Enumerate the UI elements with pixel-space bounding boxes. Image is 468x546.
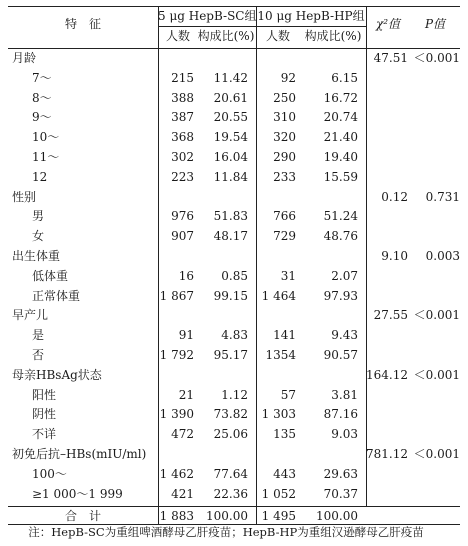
sc-count: 421	[171, 486, 194, 501]
row-label: 男	[32, 209, 45, 224]
category-row	[8, 50, 460, 68]
header-ratio-hp: 构成比(%)	[304, 29, 362, 43]
hp-ratio: 6.15	[331, 70, 358, 85]
table-top-rule	[8, 6, 460, 7]
sc-ratio: 77.64	[213, 466, 248, 481]
header-ratio-sc: 构成比(%)	[197, 29, 255, 43]
sc-ratio: 16.04	[213, 150, 248, 164]
row-label: 11～	[32, 150, 60, 164]
hp-count: 766	[273, 209, 296, 224]
row-label: 性别	[12, 189, 37, 204]
row-label: 月龄	[12, 51, 37, 65]
hp-count: 1 052	[261, 486, 296, 501]
row-label: 12	[32, 169, 48, 184]
sc-count: 976	[171, 209, 194, 224]
hp-ratio: 16.72	[323, 90, 358, 105]
row-label: 女	[32, 229, 45, 244]
hp-ratio: 70.37	[323, 486, 358, 501]
p-value: 0.003	[425, 249, 460, 263]
hp-count: 135	[273, 427, 296, 442]
header-count-hp: 人数	[265, 29, 290, 43]
p-value: ＜0.001	[413, 308, 460, 323]
sc-count: 368	[171, 130, 194, 145]
row-label: 9～	[32, 110, 52, 125]
sc-ratio: 25.06	[213, 427, 248, 442]
hp-ratio: 48.76	[323, 229, 358, 244]
table-row	[8, 406, 460, 424]
total-sc-count: 1 883	[159, 509, 194, 523]
row-label: 初免后抗–HBs(mIU/ml)	[12, 447, 147, 461]
sc-ratio: 73.82	[213, 407, 248, 422]
hp-ratio: 97.93	[323, 288, 358, 303]
sc-ratio: 0.85	[221, 268, 248, 283]
row-label: 8～	[32, 90, 52, 105]
hp-count: 92	[280, 70, 296, 85]
table-row	[8, 90, 460, 108]
chi-value: 27.55	[373, 308, 408, 323]
row-label: 阳性	[32, 387, 57, 402]
hp-ratio: 3.81	[331, 387, 358, 402]
sc-count: 1 867	[159, 288, 194, 303]
table-row	[8, 347, 460, 365]
header-feature: 特 征	[64, 17, 101, 31]
table-row	[8, 169, 460, 187]
sc-count: 302	[171, 150, 194, 164]
row-label: 不详	[32, 427, 57, 442]
row-label: 100～	[32, 466, 67, 481]
chi-value: 47.51	[373, 51, 408, 65]
hp-count: 1 303	[261, 407, 296, 422]
sc-ratio: 48.17	[213, 229, 248, 244]
hp-ratio: 51.24	[323, 209, 358, 224]
chi-value: 164.12	[366, 367, 408, 382]
table-row	[8, 327, 460, 345]
hp-count: 729	[273, 229, 296, 244]
sc-count: 1 390	[159, 407, 194, 422]
table-row	[8, 149, 460, 167]
sc-ratio: 99.15	[213, 288, 248, 303]
table-row	[8, 288, 460, 306]
category-row	[8, 446, 460, 464]
hp-ratio: 9.03	[331, 427, 358, 442]
p-value: 0.731	[425, 189, 460, 204]
header-group-hp: 10 μg HepB-HP组	[257, 9, 365, 23]
table-footnote: 注：HepB-SC为重组啤酒酵母乙肝疫苗；HepB-HP为重组汉逊酵母乙肝疫苗	[28, 525, 424, 539]
sc-ratio: 95.17	[213, 348, 248, 362]
total-rule	[8, 506, 460, 507]
row-label: 10～	[32, 130, 60, 145]
hp-count: 310	[273, 110, 296, 125]
header-subrule	[159, 26, 256, 27]
row-label: 母亲HBsAg状态	[12, 367, 102, 382]
sc-ratio: 11.84	[213, 169, 248, 184]
category-row	[8, 367, 460, 385]
sc-count: 388	[171, 90, 194, 105]
sc-ratio: 51.83	[213, 209, 248, 224]
total-sc-ratio: 100.00	[206, 509, 248, 523]
row-label: ≥1 000～1 999	[32, 486, 123, 501]
table-row	[8, 466, 460, 484]
sc-ratio: 4.83	[221, 328, 248, 343]
sc-count: 907	[171, 229, 194, 244]
hp-ratio: 2.07	[331, 268, 358, 283]
p-value: ＜0.001	[413, 367, 460, 382]
hp-count: 233	[273, 169, 296, 184]
hp-ratio: 21.40	[323, 130, 358, 145]
hp-count: 141	[273, 328, 296, 343]
header-count-sc: 人数	[165, 29, 190, 43]
header-chi: χ²值	[375, 17, 401, 31]
sc-count: 16	[178, 268, 194, 283]
hp-count: 31	[280, 268, 296, 283]
hp-count: 290	[273, 150, 296, 164]
sc-ratio: 1.12	[221, 387, 248, 402]
table-row	[8, 208, 460, 226]
p-value: ＜0.001	[413, 447, 460, 461]
chi-value: 781.12	[366, 447, 408, 461]
category-row	[8, 307, 460, 325]
hp-ratio: 87.16	[323, 407, 358, 422]
sc-count: 1 462	[159, 466, 194, 481]
header-p: P值	[424, 17, 446, 31]
sc-count: 215	[171, 70, 194, 85]
table-row	[8, 70, 460, 88]
total-label: 合 计	[64, 509, 101, 523]
total-hp-ratio: 100.00	[316, 509, 358, 523]
sc-count: 91	[178, 328, 194, 343]
hp-count: 250	[273, 90, 296, 105]
p-value: ＜0.001	[413, 51, 460, 65]
table-row	[8, 109, 460, 127]
table-row	[8, 228, 460, 246]
hp-count: 57	[280, 387, 296, 402]
sc-ratio: 20.61	[213, 90, 248, 105]
category-row	[8, 189, 460, 207]
row-label: 出生体重	[12, 249, 61, 263]
hp-ratio: 29.63	[323, 466, 358, 481]
row-label: 是	[32, 328, 45, 343]
chi-value: 0.12	[381, 189, 408, 204]
sc-count: 223	[171, 169, 194, 184]
table-row	[8, 387, 460, 405]
table-row	[8, 129, 460, 147]
category-row	[8, 248, 460, 266]
sc-ratio: 11.42	[213, 70, 248, 85]
row-label: 正常体重	[32, 288, 81, 303]
total-hp-count: 1 495	[261, 509, 296, 523]
hp-ratio: 15.59	[323, 169, 358, 184]
row-label: 阴性	[32, 407, 57, 422]
hp-count: 320	[273, 130, 296, 145]
sc-count: 387	[171, 110, 194, 125]
table-row	[8, 268, 460, 286]
hp-count: 443	[273, 466, 296, 481]
hp-ratio: 20.74	[323, 110, 358, 125]
hp-ratio: 90.57	[323, 348, 358, 362]
header-subrule	[257, 26, 366, 27]
sc-count: 1 792	[159, 348, 194, 362]
row-label: 7～	[32, 70, 52, 85]
sc-count: 472	[171, 427, 194, 442]
row-label: 低体重	[32, 268, 69, 283]
sc-ratio: 20.55	[213, 110, 248, 125]
row-label: 否	[32, 348, 45, 362]
sc-ratio: 19.54	[213, 130, 248, 145]
hp-count: 1 464	[261, 288, 296, 303]
chi-value: 9.10	[381, 249, 408, 263]
table-row	[8, 426, 460, 444]
hp-count: 1354	[265, 348, 296, 362]
header-group-sc: 5 μg HepB-SC组	[158, 9, 257, 23]
hp-ratio: 19.40	[323, 150, 358, 164]
sc-ratio: 22.36	[213, 486, 248, 501]
row-label: 早产儿	[12, 308, 49, 323]
hp-ratio: 9.43	[331, 328, 358, 343]
table-row	[8, 486, 460, 504]
header-rule	[8, 48, 460, 49]
sc-count: 21	[178, 387, 194, 402]
